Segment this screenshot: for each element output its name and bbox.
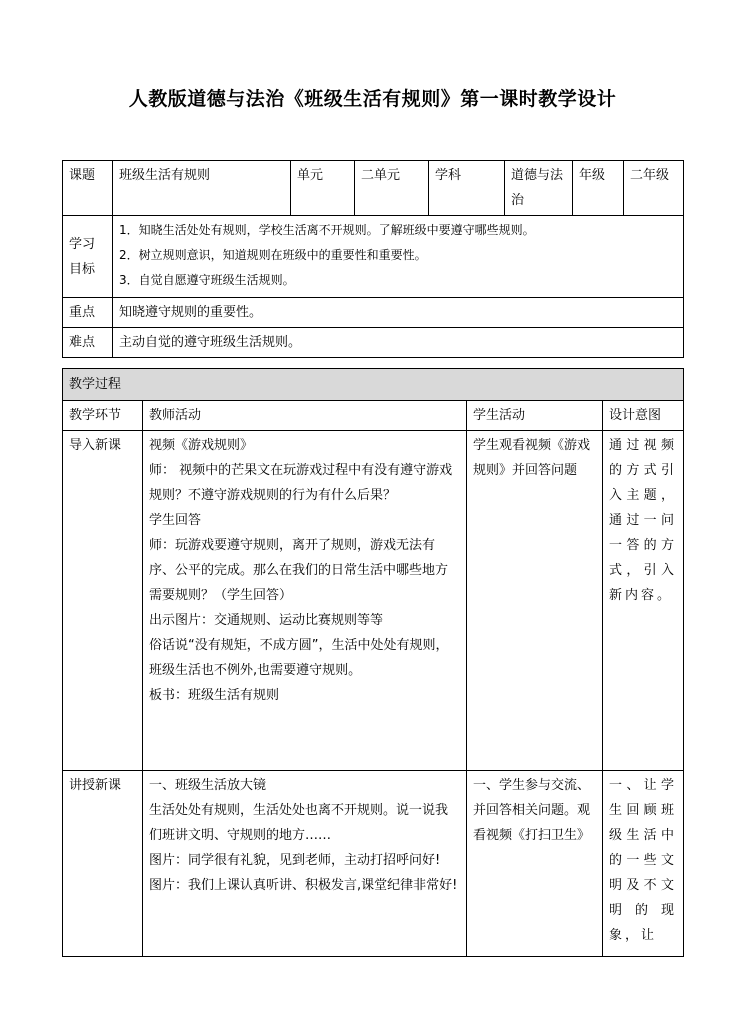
subject-label: 学科 [429, 161, 505, 216]
student-activity-cell: 学生观看视频《游戏规则》并回答问题 [467, 431, 603, 771]
teacher-line: 视频《游戏规则》 [149, 438, 254, 453]
goal-item: 2．树立规则意识，知道规则在班级中的重要性和重要性。 [119, 248, 427, 262]
goals-list [113, 216, 684, 298]
goal-item: 1．知晓生活处处有规则，学校生活离不开规则。了解班级中要遵守哪些规则。 [119, 223, 535, 237]
teacher-line: 师： 视频中的芒果文在玩游戏过程中有没有遵守游戏规则？不遵守游戏规则的行为有什么后果？ [149, 463, 453, 503]
column-header-teacher: 教师活动 [143, 401, 467, 431]
student-activity-cell: 一、学生参与交流、并回答相关问题。观看视频《打扫卫生》 [467, 771, 603, 957]
design-intent-cell: 通过视频的方式引入主题，通过一问一答的方式，引入新内容。 [603, 431, 684, 771]
topic-label: 课题 [63, 161, 113, 216]
design-intent-cell: 一、让学生回顾班级生活中的一些文明及不文明的现象，让 [603, 771, 684, 957]
subject-value: 道德与法治 [505, 161, 573, 216]
teacher-line: 生活处处有规则，生活处处也离不开规则。说一说我们班讲文明、守规则的地方…… [149, 803, 449, 843]
key-point-label: 重点 [63, 298, 113, 328]
stage-cell: 导入新课 [63, 431, 143, 771]
column-header-intent: 设计意图 [603, 401, 684, 431]
topic-value: 班级生活有规则 [113, 161, 291, 216]
difficulty-label: 难点 [63, 328, 113, 358]
goals-label: 学习目标 [63, 216, 113, 298]
goal-item: 3．自觉自愿遵守班级生活规则。 [119, 273, 295, 287]
column-header-stage: 教学环节 [63, 401, 143, 431]
grade-value: 二年级 [624, 161, 684, 216]
teacher-line: 出示图片：交通规则、运动比赛规则等等 [149, 613, 384, 628]
process-header: 教学过程 [63, 369, 684, 401]
teacher-activity-cell [143, 771, 467, 957]
table-row [63, 771, 684, 957]
teaching-process-table [62, 368, 684, 957]
document-title: 人教版道德与法治《班级生活有规则》第一课时教学设计 [128, 88, 617, 110]
table-row [63, 431, 684, 771]
teacher-line: 图片：我们上课认真听讲、积极发言,课堂纪律非常好! [149, 878, 458, 893]
grade-label: 年级 [573, 161, 624, 216]
unit-label: 单元 [291, 161, 355, 216]
teacher-activity-cell [143, 431, 467, 771]
teacher-line: 师：玩游戏要遵守规则，离开了规则，游戏无法有序、公平的完成。那么在我们的日常生活中哪些地方需要规则？（学生回答） [149, 538, 449, 603]
lesson-info-table [62, 160, 684, 358]
stage-cell: 讲授新课 [63, 771, 143, 957]
teacher-line: 一、班级生活放大镜 [149, 778, 267, 793]
key-point-value: 知晓遵守规则的重要性。 [113, 298, 684, 328]
difficulty-value: 主动自觉的遵守班级生活规则。 [113, 328, 684, 358]
column-header-student: 学生活动 [467, 401, 603, 431]
teacher-line: 俗话说“没有规矩，不成方圆”，生活中处处有规则，班级生活也不例外,也需要遵守规则。 [149, 638, 449, 678]
teacher-line: 图片：同学很有礼貌，见到老师，主动打招呼问好! [149, 853, 441, 868]
teacher-line: 板书：班级生活有规则 [149, 688, 280, 703]
teacher-line: 学生回答 [149, 513, 202, 528]
unit-value: 二单元 [355, 161, 429, 216]
